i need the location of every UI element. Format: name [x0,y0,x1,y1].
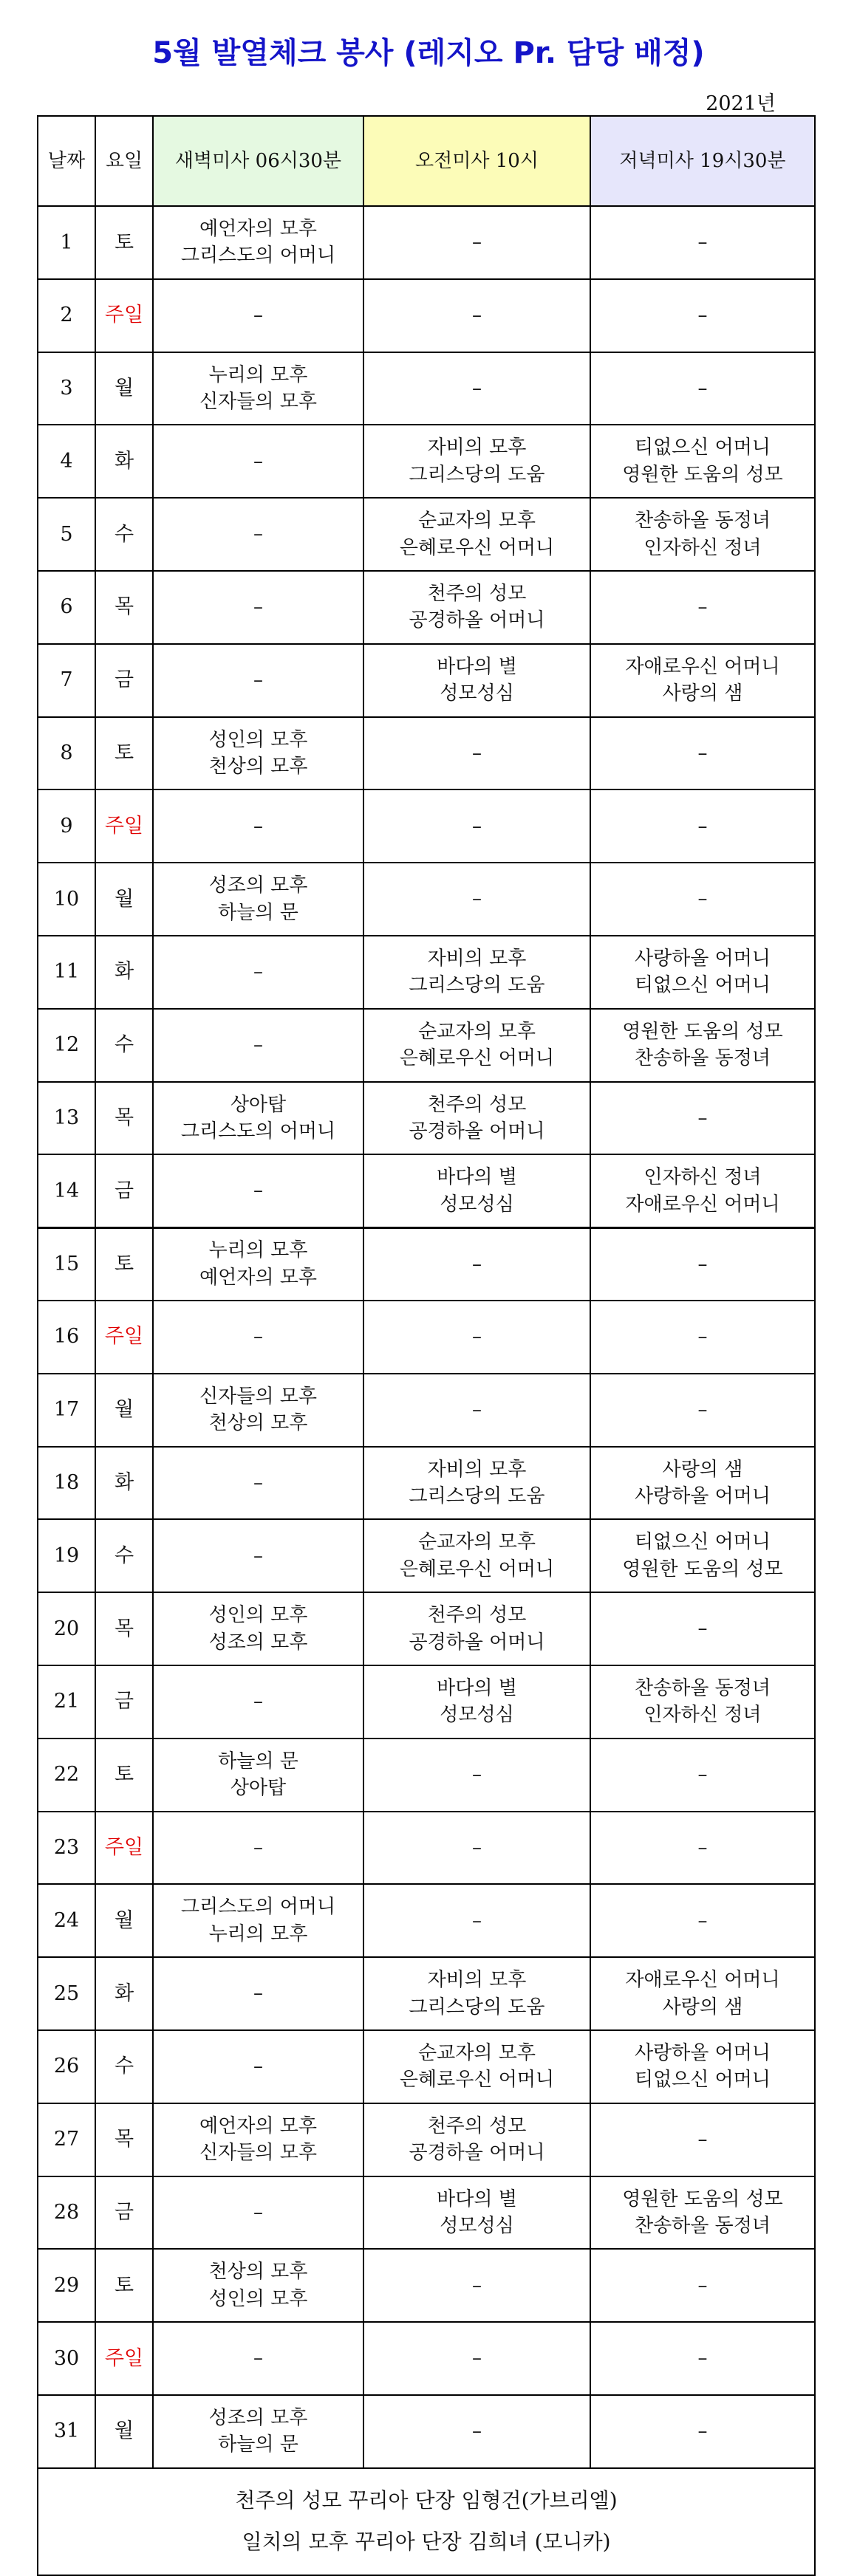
evening-slot: – [590,571,815,644]
header-row [38,116,815,206]
morning-slot: – [363,717,590,790]
date-cell: 12 [38,1009,95,1082]
table-row [38,936,815,1009]
dawn-slot: – [153,1957,363,2030]
evening-slot: 인자하신 정녀 자애로우신 어머니 [590,1154,815,1227]
table-row [38,1082,815,1155]
weekday-cell: 토 [95,1739,153,1812]
weekday-cell: 토 [95,206,153,279]
dawn-slot: 성조의 모후 하늘의 문 [153,2395,363,2468]
table-row [38,1227,815,1301]
weekday-cell: 토 [95,2249,153,2322]
morning-slot: – [363,1884,590,1957]
dawn-slot: – [153,571,363,644]
table-row [38,717,815,790]
date-cell: 19 [38,1519,95,1592]
table-row [38,1812,815,1885]
evening-slot: 티없으신 어머니 영원한 도움의 성모 [590,425,815,498]
dawn-slot: – [153,498,363,571]
evening-slot: – [590,1082,815,1155]
evening-slot: – [590,1812,815,1885]
date-cell: 2 [38,279,95,352]
dawn-slot: – [153,1009,363,1082]
weekday-cell: 주일 [95,279,153,352]
morning-slot: 바다의 별 성모성심 [363,1154,590,1227]
morning-slot: 순교자의 모후 은혜로우신 어머니 [363,498,590,571]
morning-slot: – [363,1227,590,1301]
evening-slot: 티없으신 어머니 영원한 도움의 성모 [590,1519,815,1592]
morning-slot: 천주의 성모 공경하올 어머니 [363,1082,590,1155]
date-cell: 14 [38,1154,95,1227]
footer-signatures [38,2468,815,2575]
morning-slot: 순교자의 모후 은혜로우신 어머니 [363,1519,590,1592]
weekday-cell: 화 [95,425,153,498]
dawn-slot: – [153,425,363,498]
morning-slot: 자비의 모후 그리스당의 도움 [363,936,590,1009]
date-cell: 15 [38,1227,95,1301]
morning-slot: 순교자의 모후 은혜로우신 어머니 [363,2030,590,2103]
date-cell: 1 [38,206,95,279]
evening-slot: – [590,1884,815,1957]
morning-slot: 천주의 성모 공경하올 어머니 [363,571,590,644]
dawn-slot: 그리스도의 어머니 누리의 모후 [153,1884,363,1957]
morning-slot: 천주의 성모 공경하올 어머니 [363,1592,590,1665]
table-row [38,1592,815,1665]
evening-slot: 자애로우신 어머니 사랑의 샘 [590,1957,815,2030]
morning-slot: 바다의 별 성모성심 [363,1665,590,1739]
dawn-slot: – [153,1519,363,1592]
date-cell: 10 [38,863,95,936]
dawn-slot: – [153,2030,363,2103]
table-row [38,352,815,425]
evening-slot: – [590,2249,815,2322]
date-cell: 3 [38,352,95,425]
morning-slot: – [363,789,590,863]
date-cell: 20 [38,1592,95,1665]
date-cell: 17 [38,1374,95,1447]
evening-slot: 자애로우신 어머니 사랑의 샘 [590,644,815,717]
dawn-slot: – [153,1301,363,1374]
evening-slot: – [590,206,815,279]
date-cell: 9 [38,789,95,863]
morning-slot: – [363,863,590,936]
morning-slot: 자비의 모후 그리스당의 도움 [363,1447,590,1520]
weekday-cell: 금 [95,644,153,717]
footer-line-1: 천주의 성모 꾸리아 단장 임형건(가브리엘) [235,2488,618,2513]
date-cell: 27 [38,2103,95,2176]
table-row [38,644,815,717]
evening-slot: – [590,352,815,425]
dawn-slot: 예언자의 모후 신자들의 모후 [153,2103,363,2176]
table-row [38,1665,815,1739]
date-cell: 25 [38,1957,95,2030]
weekday-cell: 화 [95,1957,153,2030]
table-row [38,1884,815,1957]
weekday-cell: 목 [95,571,153,644]
date-cell: 31 [38,2395,95,2468]
date-cell: 11 [38,936,95,1009]
weekday-cell: 주일 [95,789,153,863]
table-row [38,1957,815,2030]
dawn-slot: 신자들의 모후 천상의 모후 [153,1374,363,1447]
weekday-cell: 주일 [95,1301,153,1374]
morning-slot: – [363,206,590,279]
weekday-cell: 주일 [95,2322,153,2395]
evening-slot: – [590,789,815,863]
date-cell: 5 [38,498,95,571]
table-row [38,789,815,863]
evening-slot: – [590,863,815,936]
header-dawn-mass: 새벽미사 06시30분 [153,116,363,206]
weekday-cell: 금 [95,1154,153,1227]
evening-slot: – [590,1301,815,1374]
dawn-slot: – [153,2176,363,2250]
morning-slot: – [363,2322,590,2395]
morning-slot: 바다의 별 성모성심 [363,644,590,717]
table-row [38,1154,815,1227]
morning-slot: – [363,2249,590,2322]
dawn-slot: – [153,789,363,863]
morning-slot: – [363,279,590,352]
table-row [38,571,815,644]
header-weekday: 요일 [95,116,153,206]
morning-slot: – [363,1739,590,1812]
table-row [38,2322,815,2395]
weekday-cell: 토 [95,717,153,790]
weekday-cell: 화 [95,1447,153,1520]
date-cell: 30 [38,2322,95,2395]
morning-slot: – [363,1301,590,1374]
table-row [38,2103,815,2176]
dawn-slot: 성인의 모후 천상의 모후 [153,717,363,790]
weekday-cell: 토 [95,1227,153,1301]
table-row [38,2030,815,2103]
date-cell: 29 [38,2249,95,2322]
weekday-cell: 금 [95,2176,153,2250]
dawn-slot: – [153,936,363,1009]
dawn-slot: – [153,279,363,352]
table-row [38,1301,815,1374]
dawn-slot: – [153,1447,363,1520]
table-row [38,1739,815,1812]
evening-slot: – [590,2103,815,2176]
evening-slot: – [590,2322,815,2395]
evening-slot: – [590,717,815,790]
page-title: 5월 발열체크 봉사 (레지오 Pr. 담당 배정) [152,36,705,70]
schedule-body [38,206,815,2468]
morning-slot: – [363,352,590,425]
morning-slot: 바다의 별 성모성심 [363,2176,590,2250]
date-cell: 4 [38,425,95,498]
year-label: 2021년 [706,92,776,115]
weekday-cell: 월 [95,1884,153,1957]
date-cell: 23 [38,1812,95,1885]
table-row [38,206,815,279]
table-row [38,1519,815,1592]
table-row [38,1374,815,1447]
dawn-slot: 예언자의 모후 그리스도의 어머니 [153,206,363,279]
dawn-slot: – [153,1154,363,1227]
date-cell: 7 [38,644,95,717]
weekday-cell: 월 [95,2395,153,2468]
dawn-slot: 천상의 모후 성인의 모후 [153,2249,363,2322]
footer-row [38,2468,815,2575]
table-row [38,2176,815,2250]
evening-slot: 사랑하올 어머니 티없으신 어머니 [590,936,815,1009]
weekday-cell: 수 [95,1519,153,1592]
weekday-cell: 목 [95,1082,153,1155]
morning-slot: – [363,1374,590,1447]
weekday-cell: 화 [95,936,153,1009]
weekday-cell: 목 [95,2103,153,2176]
evening-slot: – [590,1227,815,1301]
weekday-cell: 수 [95,1009,153,1082]
dawn-slot: 상아탑 그리스도의 어머니 [153,1082,363,1155]
morning-slot: 자비의 모후 그리스당의 도움 [363,1957,590,2030]
weekday-cell: 목 [95,1592,153,1665]
morning-slot: – [363,1812,590,1885]
table-row [38,1009,815,1082]
evening-slot: – [590,1739,815,1812]
weekday-cell: 월 [95,1374,153,1447]
table-row [38,279,815,352]
table-row [38,498,815,571]
dawn-slot: – [153,1665,363,1739]
evening-slot: – [590,2395,815,2468]
date-cell: 6 [38,571,95,644]
table-row [38,2249,815,2322]
schedule-table [37,115,816,2576]
morning-slot: 천주의 성모 공경하올 어머니 [363,2103,590,2176]
morning-slot: – [363,2395,590,2468]
evening-slot: 찬송하올 동정녀 인자하신 정녀 [590,498,815,571]
table-row [38,863,815,936]
dawn-slot: 성인의 모후 성조의 모후 [153,1592,363,1665]
evening-slot: 사랑하올 어머니 티없으신 어머니 [590,2030,815,2103]
weekday-cell: 월 [95,863,153,936]
footer-line-2: 일치의 모후 꾸리아 단장 김희녀 (모니카) [242,2529,611,2555]
dawn-slot: 하늘의 문 상아탑 [153,1739,363,1812]
date-cell: 22 [38,1739,95,1812]
weekday-cell: 월 [95,352,153,425]
evening-slot: 사랑의 샘 사랑하올 어머니 [590,1447,815,1520]
date-cell: 16 [38,1301,95,1374]
evening-slot: 영원한 도움의 성모 찬송하올 동정녀 [590,1009,815,1082]
evening-slot: – [590,279,815,352]
dawn-slot: – [153,2322,363,2395]
header-morning-mass: 오전미사 10시 [363,116,590,206]
header-date: 날짜 [38,116,95,206]
date-cell: 8 [38,717,95,790]
dawn-slot: – [153,1812,363,1885]
date-cell: 13 [38,1082,95,1155]
date-cell: 24 [38,1884,95,1957]
evening-slot: 영원한 도움의 성모 찬송하올 동정녀 [590,2176,815,2250]
header-evening-mass: 저녁미사 19시30분 [590,116,815,206]
evening-slot: – [590,1592,815,1665]
weekday-cell: 금 [95,1665,153,1739]
weekday-cell: 주일 [95,1812,153,1885]
weekday-cell: 수 [95,498,153,571]
table-row [38,2395,815,2468]
evening-slot: – [590,1374,815,1447]
date-cell: 28 [38,2176,95,2250]
date-cell: 26 [38,2030,95,2103]
date-cell: 21 [38,1665,95,1739]
weekday-cell: 수 [95,2030,153,2103]
dawn-slot: 누리의 모후 예언자의 모후 [153,1227,363,1301]
table-row [38,1447,815,1520]
table-row [38,425,815,498]
dawn-slot: – [153,644,363,717]
morning-slot: 순교자의 모후 은혜로우신 어머니 [363,1009,590,1082]
evening-slot: 찬송하올 동정녀 인자하신 정녀 [590,1665,815,1739]
morning-slot: 자비의 모후 그리스당의 도움 [363,425,590,498]
date-cell: 18 [38,1447,95,1520]
dawn-slot: 성조의 모후 하늘의 문 [153,863,363,936]
dawn-slot: 누리의 모후 신자들의 모후 [153,352,363,425]
